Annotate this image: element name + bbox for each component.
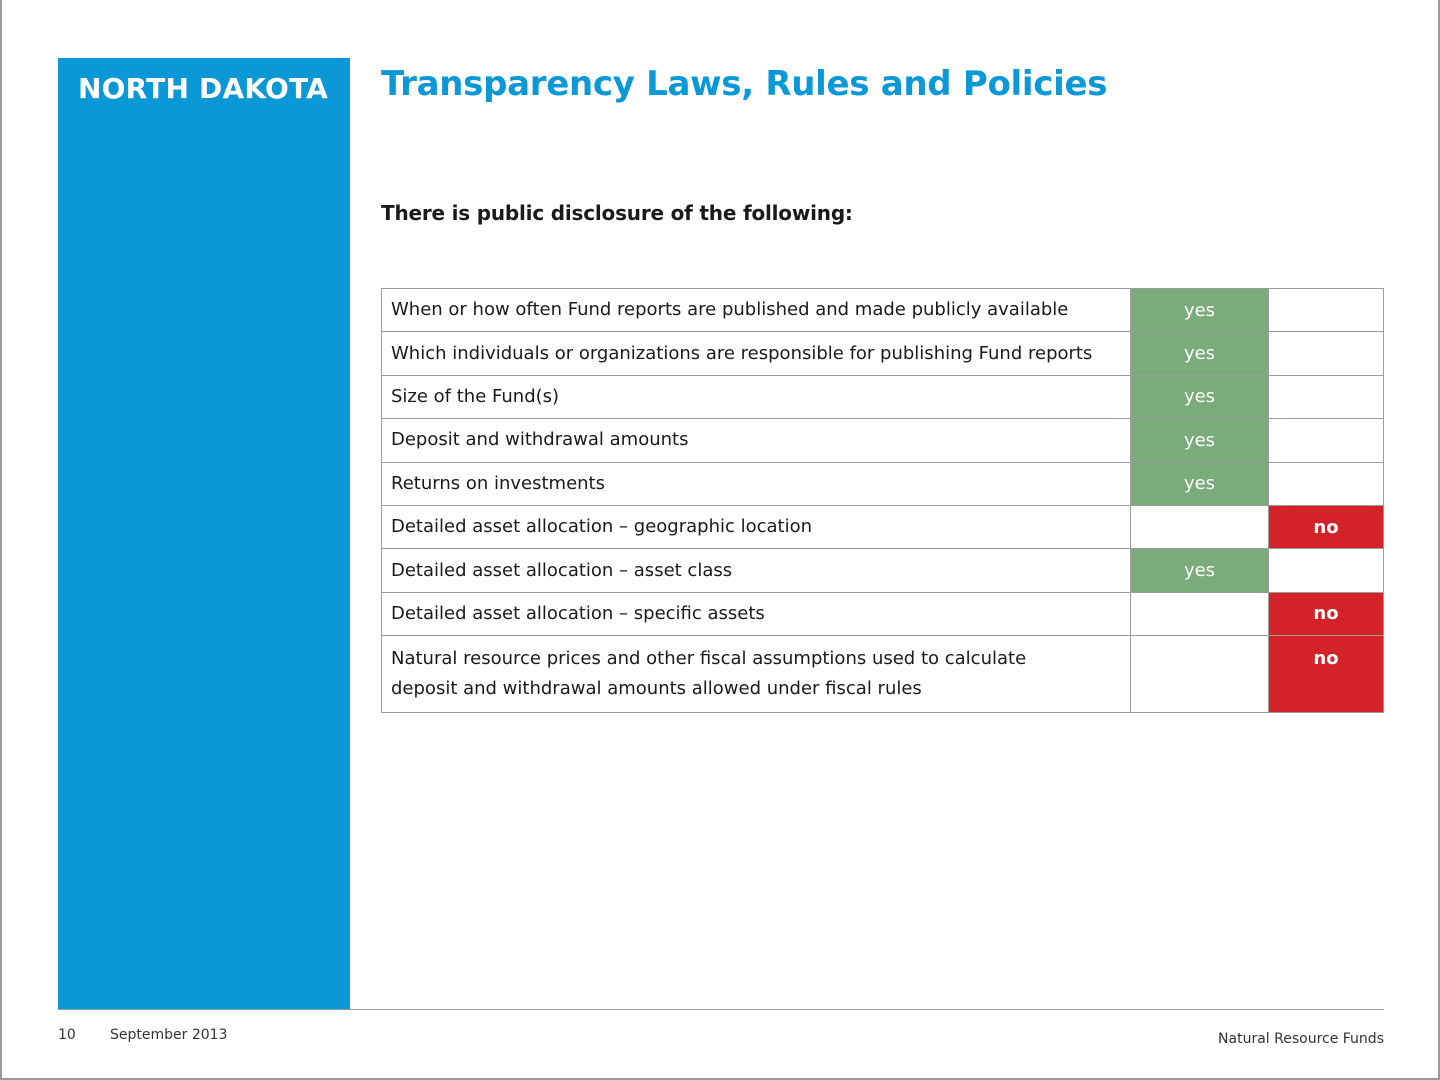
disclosure-item: Returns on investments — [382, 462, 1131, 505]
no-cell — [1269, 289, 1384, 332]
table-row — [382, 375, 1384, 418]
footer-divider — [58, 1009, 1384, 1010]
disclosure-item — [382, 636, 1131, 713]
disclosure-item: Size of the Fund(s) — [382, 375, 1131, 418]
disclosure-item: Detailed asset allocation – asset class — [382, 549, 1131, 592]
state-name: NORTH DAKOTA — [78, 72, 328, 105]
yes-cell — [1131, 636, 1269, 713]
yes-cell: yes — [1131, 375, 1269, 418]
yes-cell: yes — [1131, 462, 1269, 505]
sidebar-panel — [58, 58, 350, 1009]
no-cell: no — [1269, 592, 1384, 635]
disclosure-item: Deposit and withdrawal amounts — [382, 419, 1131, 462]
table-row — [382, 505, 1384, 548]
yes-cell: yes — [1131, 549, 1269, 592]
disclosure-item: Which individuals or organizations are responsible for publishing Fund reports — [382, 332, 1131, 375]
no-cell — [1269, 375, 1384, 418]
no-cell — [1269, 549, 1384, 592]
page-title: Transparency Laws, Rules and Policies — [381, 64, 1108, 104]
yes-cell: yes — [1131, 289, 1269, 332]
table-row — [382, 289, 1384, 332]
no-cell — [1269, 419, 1384, 462]
disclosure-table — [381, 288, 1384, 713]
no-cell: no — [1269, 505, 1384, 548]
yes-cell: yes — [1131, 419, 1269, 462]
disclosure-item: Detailed asset allocation – specific assets — [382, 592, 1131, 635]
yes-cell — [1131, 592, 1269, 635]
yes-cell — [1131, 505, 1269, 548]
disclosure-item: When or how often Fund reports are published and made publicly available — [382, 289, 1131, 332]
table-row — [382, 592, 1384, 635]
no-cell: no — [1269, 636, 1384, 713]
disclosure-item: Detailed asset allocation – geographic location — [382, 505, 1131, 548]
disclosure-item-line: deposit and withdrawal amounts allowed under fiscal rules — [391, 678, 922, 700]
table-row — [382, 462, 1384, 505]
section-subtitle: There is public disclosure of the following: — [381, 201, 853, 225]
yes-cell: yes — [1131, 332, 1269, 375]
footer-date: September 2013 — [110, 1027, 228, 1043]
publication-name: Natural Resource Funds — [1218, 1031, 1384, 1047]
page-number: 10 — [58, 1027, 76, 1043]
disclosure-item-line: Natural resource prices and other fiscal assumptions used to calculate — [391, 648, 1027, 670]
table-row — [382, 636, 1384, 713]
no-cell — [1269, 462, 1384, 505]
table-row — [382, 332, 1384, 375]
no-cell — [1269, 332, 1384, 375]
table-row — [382, 419, 1384, 462]
table-row — [382, 549, 1384, 592]
